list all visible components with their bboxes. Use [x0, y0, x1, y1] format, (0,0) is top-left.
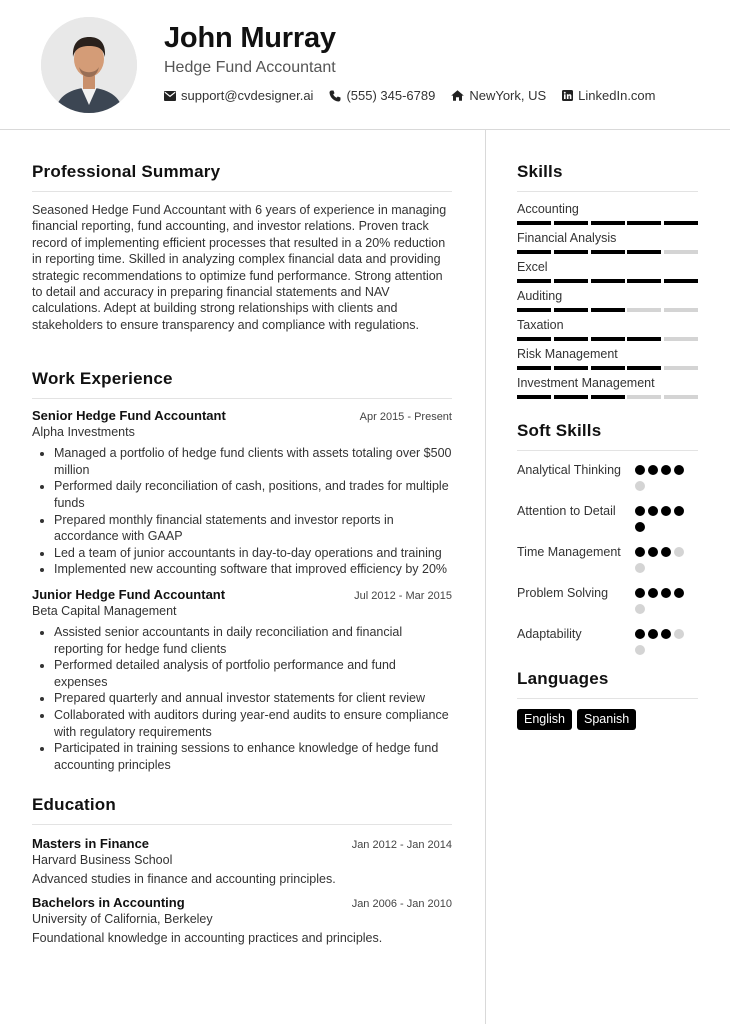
job-bullet: • Participated in training sessions to enhance knowledge of hedge fund accounting principles [54, 740, 452, 773]
candidate-name: John Murray [164, 22, 336, 54]
sidebar-column [517, 130, 698, 730]
home-icon [451, 90, 464, 101]
skill-name: Risk Management [517, 347, 618, 361]
contact-location-text: NewYork, US [469, 88, 547, 103]
section-divider [32, 398, 452, 399]
soft-skill-name: Analytical Thinking [517, 463, 621, 477]
rating-dot [635, 465, 645, 475]
column-divider [485, 130, 486, 1024]
summary-heading: Professional Summary [32, 162, 221, 181]
education-heading: Education [32, 795, 116, 815]
rating-dot [635, 563, 645, 573]
phone-icon [329, 90, 341, 102]
skill-name: Excel [517, 260, 548, 274]
education-section [32, 795, 452, 945]
skill-item [517, 347, 698, 370]
education-school: Harvard Business School [32, 853, 173, 868]
skills-list [517, 202, 698, 399]
skill-level-segment [554, 337, 588, 341]
resume-header [0, 0, 730, 130]
section-divider [517, 698, 698, 699]
soft-skill-name: Adaptability [517, 627, 582, 641]
rating-dot [648, 506, 658, 516]
skill-level-segment [664, 366, 698, 370]
skill-name: Investment Management [517, 376, 655, 390]
soft-skill-name: Problem Solving [517, 586, 609, 600]
linkedin-icon [562, 90, 573, 101]
education-entry [32, 836, 452, 886]
job-bullet: • Managed a portfolio of hedge fund clients with assets totaling over $500 million [54, 445, 452, 478]
rating-dot [635, 645, 645, 655]
skill-level-bar [517, 279, 698, 283]
skill-item [517, 260, 698, 283]
job-bullet: • Prepared quarterly and annual investor statements for client review [54, 690, 452, 707]
main-column [32, 130, 452, 945]
soft-skills-heading: Soft Skills [517, 421, 602, 440]
rating-dot [635, 506, 645, 516]
skill-level-segment [664, 308, 698, 312]
skill-level-bar [517, 250, 698, 254]
rating-dot [635, 629, 645, 639]
languages-section [517, 669, 698, 730]
skill-name: Auditing [517, 289, 563, 303]
skill-item [517, 289, 698, 312]
rating-dot [648, 547, 658, 557]
skill-level-bar [517, 337, 698, 341]
education-degree: Masters in Finance [32, 836, 150, 852]
language-tag: Spanish [577, 709, 636, 730]
soft-skill-name: Attention to Detail [517, 504, 616, 518]
experience-section [32, 369, 452, 773]
skill-level-segment [591, 395, 625, 399]
language-tag: English [517, 709, 572, 730]
skill-level-segment [554, 308, 588, 312]
profile-photo [41, 17, 137, 113]
skill-level-segment [591, 366, 625, 370]
contact-email-text: support@cvdesigner.ai [181, 88, 314, 103]
skill-level-bar [517, 221, 698, 225]
skill-level-segment [627, 279, 661, 283]
job-role: Senior Hedge Fund Accountant [32, 408, 226, 424]
skill-level-segment [554, 221, 588, 225]
skill-level-segment [554, 366, 588, 370]
soft-skill-item [517, 503, 698, 538]
contact-phone-text: (555) 345-6789 [346, 88, 436, 103]
job-bullet: • Collaborated with auditors during year-end audits to ensure compliance with regulatory requirements [54, 707, 452, 740]
experience-heading: Work Experience [32, 369, 173, 389]
skill-level-segment [517, 250, 551, 254]
skills-section [517, 162, 698, 399]
job-bullet: • Led a team of junior accountants in day-to-day operations and training [54, 545, 452, 562]
soft-skill-rating [635, 585, 698, 620]
education-description: Foundational knowledge in accounting practices and principles. [32, 931, 383, 946]
rating-dot [635, 522, 645, 532]
skill-level-segment [664, 337, 698, 341]
skill-level-segment [664, 250, 698, 254]
skill-level-segment [627, 221, 661, 225]
skill-level-segment [627, 395, 661, 399]
education-degree: Bachelors in Accounting [32, 895, 185, 911]
soft-skill-rating [635, 544, 698, 579]
rating-dot [661, 629, 671, 639]
skill-name: Taxation [517, 318, 564, 332]
skill-level-segment [664, 279, 698, 283]
rating-dot [661, 506, 671, 516]
education-description: Advanced studies in finance and accounting principles. [32, 872, 336, 887]
skill-level-segment [591, 250, 625, 254]
summary-text: Seasoned Hedge Fund Accountant with 6 years of experience in managing financial reporting, fund accounting, and investor relations. Proven track record of implementing efficient processes that resulted in a 20% reduction in reporting time. Skilled in analyzing complex financial data and providing strategic recommendations to optimize fund performance. Strong attention to detail and accuracy in preparing financial statements and NAV calculations. Adept at building strong relationships with clients and stakeholders to ensure transparency and compliance with regulations. [32, 203, 447, 332]
skill-name: Financial Analysis [517, 231, 617, 245]
soft-skill-item [517, 585, 698, 620]
education-date: Jan 2012 - Jan 2014 [351, 839, 452, 852]
skill-item [517, 376, 698, 399]
contact-email[interactable] [164, 88, 313, 103]
job-bullets [32, 624, 452, 773]
education-school: University of California, Berkeley [32, 912, 213, 927]
skill-level-segment [627, 250, 661, 254]
skill-level-segment [591, 221, 625, 225]
envelope-icon [164, 91, 176, 101]
skill-item [517, 231, 698, 254]
job-bullet: • Performed daily reconciliation of cash, positions, and trades for multiple funds [54, 478, 452, 511]
job-date: Apr 2015 - Present [359, 411, 452, 424]
skill-level-segment [517, 221, 551, 225]
skill-level-segment [591, 308, 625, 312]
skill-level-segment [627, 308, 661, 312]
section-divider [517, 450, 698, 451]
contact-phone[interactable] [329, 88, 435, 103]
job-bullet: • Implemented new accounting software that improved efficiency by 20% [54, 561, 452, 578]
job-entry [32, 408, 452, 578]
job-bullet: • Assisted senior accountants in daily reconciliation and financial reporting for hedge fund clients [54, 624, 452, 657]
rating-dot [674, 465, 684, 475]
job-bullet: • Prepared monthly financial statements and investor reports in accordance with GAAP [54, 512, 452, 545]
skill-level-segment [517, 337, 551, 341]
rating-dot [674, 547, 684, 557]
soft-skill-rating [635, 462, 698, 497]
skill-level-segment [591, 337, 625, 341]
section-divider [32, 824, 452, 825]
skill-item [517, 202, 698, 225]
contact-linkedin[interactable] [562, 88, 655, 103]
skill-level-bar [517, 308, 698, 312]
skill-level-segment [664, 395, 698, 399]
soft-skill-rating [635, 503, 698, 538]
soft-skill-item [517, 462, 698, 497]
languages-heading: Languages [517, 669, 609, 688]
skill-level-segment [517, 395, 551, 399]
job-bullet: • Performed detailed analysis of portfolio performance and fund expenses [54, 657, 452, 690]
rating-dot [648, 629, 658, 639]
rating-dot [661, 547, 671, 557]
languages-list [517, 709, 698, 730]
skill-level-segment [554, 279, 588, 283]
section-divider [32, 191, 452, 192]
skill-level-segment [627, 337, 661, 341]
education-entry [32, 895, 452, 945]
soft-skills-section [517, 421, 698, 661]
rating-dot [674, 629, 684, 639]
skill-level-bar [517, 366, 698, 370]
rating-dot [674, 588, 684, 598]
skill-level-segment [664, 221, 698, 225]
contact-bar [164, 88, 672, 103]
skill-level-segment [591, 279, 625, 283]
job-date: Jul 2012 - Mar 2015 [354, 590, 452, 602]
skill-level-segment [554, 250, 588, 254]
rating-dot [635, 481, 645, 491]
rating-dot [674, 506, 684, 516]
contact-location [451, 88, 546, 103]
job-role: Junior Hedge Fund Accountant [32, 587, 226, 602]
skill-level-segment [554, 395, 588, 399]
skill-level-segment [517, 308, 551, 312]
job-company: Beta Capital Management [32, 604, 177, 618]
skill-level-bar [517, 395, 698, 399]
rating-dot [648, 588, 658, 598]
skill-level-segment [627, 366, 661, 370]
skill-level-segment [517, 279, 551, 283]
job-entry [32, 587, 452, 773]
rating-dot [635, 547, 645, 557]
rating-dot [648, 465, 658, 475]
job-company: Alpha Investments [32, 425, 135, 440]
rating-dot [661, 465, 671, 475]
skills-heading: Skills [517, 162, 563, 181]
soft-skill-item [517, 626, 698, 661]
profile-photo-illustration [41, 17, 137, 113]
soft-skills-list [517, 462, 698, 661]
contact-linkedin-text: LinkedIn.com [578, 88, 656, 103]
section-divider [517, 191, 698, 192]
rating-dot [661, 588, 671, 598]
skill-level-segment [517, 366, 551, 370]
education-date: Jan 2006 - Jan 2010 [351, 898, 452, 911]
candidate-title: Hedge Fund Accountant [164, 59, 336, 76]
rating-dot [635, 588, 645, 598]
skill-name: Accounting [517, 202, 579, 216]
skill-item [517, 318, 698, 341]
job-bullets [32, 445, 452, 578]
soft-skill-item [517, 544, 698, 579]
soft-skill-name: Time Management [517, 545, 621, 559]
rating-dot [635, 604, 645, 614]
soft-skill-rating [635, 626, 698, 661]
summary-section [32, 162, 452, 333]
